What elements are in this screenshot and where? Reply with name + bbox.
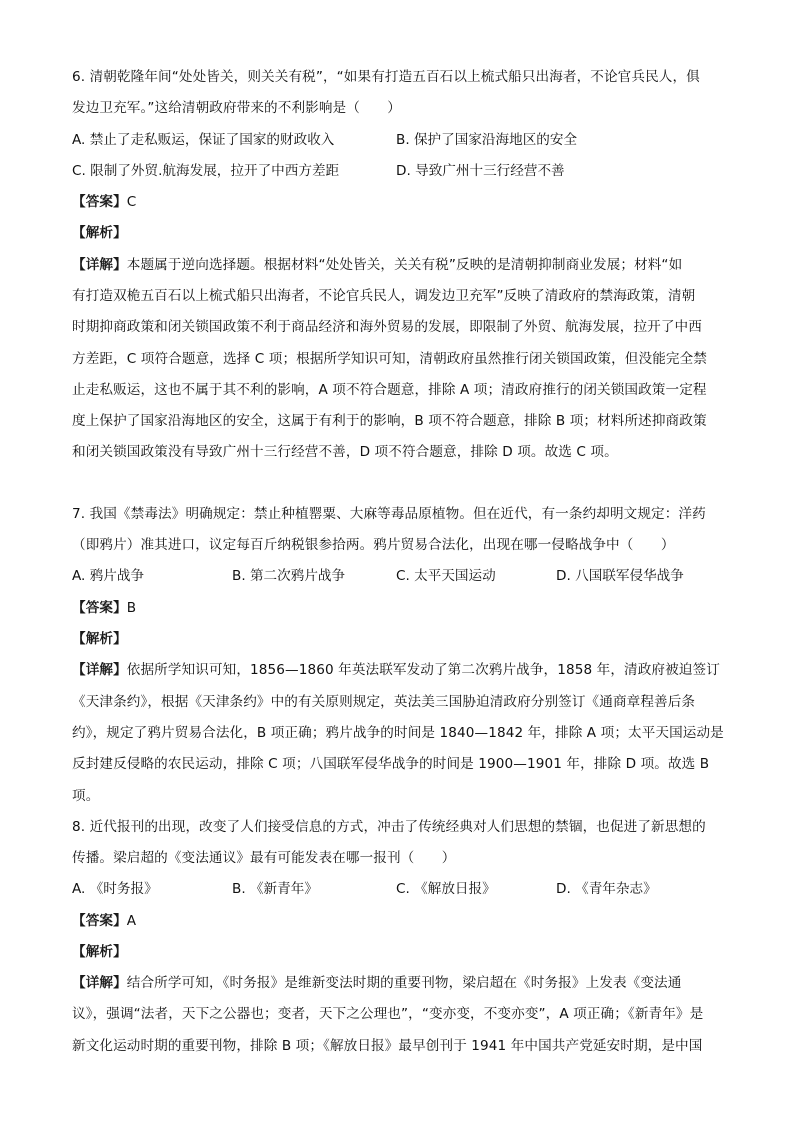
answer-tag: 【答案】 — [72, 194, 127, 210]
answer-value: C — [126, 194, 137, 210]
q6-stem-line-2: 发边卫充军。”这给清朝政府带来的不利影响是（ ） — [72, 100, 401, 116]
q8-option-d: D. 《青年杂志》 — [556, 881, 657, 897]
q7-detail-line-2: 《天津条约》，根据《天津条约》中的有关原则规定，英法美三国胁迫清政府分别签订《通商章程善后条 — [72, 694, 696, 710]
detail-tag: 【详解】 — [72, 257, 127, 273]
answer-value: A — [126, 913, 137, 929]
q6-detail-line-2: 有打造双桅五百石以上梳式船只出海者，不论官兵民人，调发边卫充军”反映了清政府的禁海政策，清朝 — [72, 288, 696, 304]
q8-stem-line-1: 8. 近代报刊的出现，改变了人们接受信息的方式，冲击了传统经典对人们思想的禁锢，也促进了新思想的 — [72, 819, 706, 835]
q8-option-a: A. 《时务报》 — [72, 881, 158, 897]
q6-detail-line-6: 度上保护了国家沿海地区的安全，这属于有利于的影响，B 项不符合题意，排除 B 项；材料所述抑商政策 — [72, 413, 707, 429]
q7-option-d: D. 八国联军侵华战争 — [556, 568, 684, 584]
q8-detail-line-1 — [72, 974, 681, 992]
q6-option-c: C. 限制了外贸.航海发展，拉开了中西方差距 — [72, 163, 340, 179]
q6-detail-line-1 — [72, 256, 682, 274]
q6-answer — [72, 193, 136, 211]
q6-detail-line-5: 止走私贩运，这也不属于其不利的影响，A 项不符合题意，排除 A 项；清政府推行的闭关锁国政策一定程 — [72, 382, 707, 398]
q8-option-b: B. 《新青年》 — [232, 881, 318, 897]
q7-detail-line-3: 约》，规定了鸦片贸易合法化，B 项正确；鸦片战争的时间是 1840—1842 年，排除 A 项；太平天国运动是 — [72, 725, 724, 741]
q6-option-a: A. 禁止了走私贩运，保证了国家的财政收入 — [72, 132, 335, 148]
q6-stem-line-1: 6. 清朝乾隆年间“处处皆关，则关关有税”，“如果有打造五百石以上梳式船只出海者，不论官兵民人，俱 — [72, 69, 700, 85]
q7-analysis-tag: 【解析】 — [72, 631, 127, 647]
q8-detail-line-3: 新文化运动时期的重要刊物，排除 B 项；《解放日报》最早创刊于 1941 年中国共产党延安时期，是中国 — [72, 1038, 703, 1054]
detail-text: 本题属于逆向选择题。根据材料“处处皆关，关关有税”反映的是清朝抑制商业发展；材料“如 — [126, 257, 683, 273]
q8-analysis-tag: 【解析】 — [72, 944, 127, 960]
q6-detail-line-3: 时期抑商政策和闭关锁国政策不利于商品经济和海外贸易的发展，即限制了外贸、航海发展，拉开了中西 — [72, 319, 702, 335]
q8-option-c: C. 《解放日报》 — [396, 881, 496, 897]
q7-option-c: C. 太平天国运动 — [396, 568, 496, 584]
q7-answer — [72, 599, 136, 617]
q7-detail-line-1 — [72, 661, 720, 679]
answer-tag: 【答案】 — [72, 913, 127, 929]
q6-option-b: B. 保护了国家沿海地区的安全 — [396, 132, 578, 148]
q7-detail-line-5: 项。 — [72, 788, 100, 804]
detail-tag: 【详解】 — [72, 662, 127, 678]
q7-option-a: A. 鸦片战争 — [72, 568, 145, 584]
q7-stem-line-2: （即鸦片）准其进口，议定每百斤纳税银参拾两。鸦片贸易合法化，出现在哪一侵略战争中（ ） — [72, 537, 675, 553]
q6-detail-line-4: 方差距，C 项符合题意，选择 C 项；根据所学知识可知，清朝政府虽然推行闭关锁国政策，但没能完全禁 — [72, 351, 707, 367]
answer-tag: 【答案】 — [72, 600, 127, 616]
q8-answer — [72, 912, 136, 930]
detail-text: 依据所学知识可知，1856—1860 年英法联军发动了第二次鸦片战争，1858 年，清政府被迫签订 — [126, 662, 720, 678]
q8-stem-line-2: 传播。梁启超的《变法通议》最有可能发表在哪一报刊（ ） — [72, 850, 456, 866]
q8-detail-line-2: 议》，强调“法者，天下之公器也；变者，天下之公理也”，“变亦变，不变亦变”，A 项正确；《新青年》是 — [72, 1006, 704, 1022]
detail-text: 结合所学可知，《时务报》是维新变法时期的重要刊物，梁启超在《时务报》上发表《变法通 — [126, 975, 682, 991]
answer-value: B — [126, 600, 137, 616]
q6-analysis-tag: 【解析】 — [72, 225, 127, 241]
q6-detail-line-7: 和闭关锁国政策没有导致广州十三行经营不善，D 项不符合题意，排除 D 项。故选 C 项。 — [72, 444, 618, 460]
q7-detail-line-4: 反封建反侵略的农民运动，排除 C 项；八国联军侵华战争的时间是 1900—1901 年，排除 D 项。故选 B — [72, 756, 710, 772]
q6-option-d: D. 导致广州十三行经营不善 — [396, 163, 565, 179]
q7-stem-line-1: 7. 我国《禁毒法》明确规定：禁止种植罂粟、大麻等毒品原植物。但在近代，有一条约却明文规定：洋药 — [72, 506, 706, 522]
detail-tag: 【详解】 — [72, 975, 127, 991]
q7-option-b: B. 第二次鸦片战争 — [232, 568, 346, 584]
